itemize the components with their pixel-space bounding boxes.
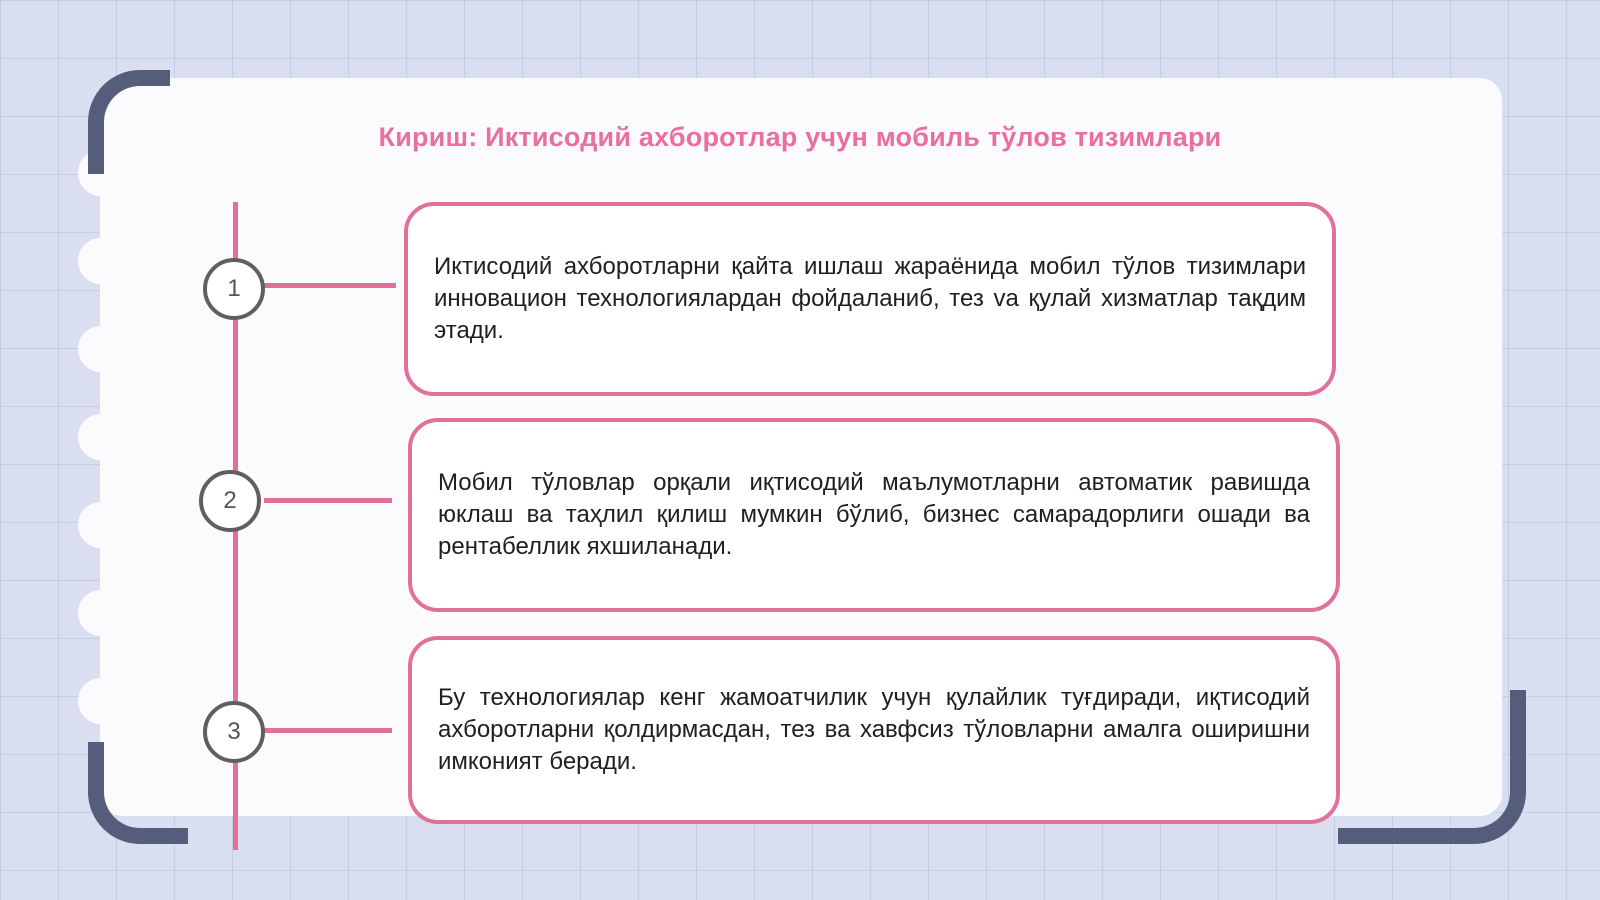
step-1-connector xyxy=(264,283,396,288)
card-scallop xyxy=(78,238,124,284)
step-2-text: Мобил тўловлар орқали иқтисодий маълумотларни автоматик равишда юклаш ва таҳлил қилиш мумкин бўлиб, бизнес самарадорлиги ошади ва рентабеллик яхшиланади. xyxy=(438,469,1310,560)
card-scallop xyxy=(78,678,124,724)
corner-bracket-bottom-left xyxy=(88,742,188,844)
step-3-number: 3 xyxy=(203,701,265,763)
slide-title: Кириш: Иктисодий ахборотлар учун мобиль тўлов тизимлари xyxy=(378,122,1222,152)
card-scallop xyxy=(78,326,124,372)
step-2-connector xyxy=(264,498,392,503)
card-scallop xyxy=(78,414,124,460)
step-1-number: 1 xyxy=(203,258,265,320)
step-1-box xyxy=(404,202,1336,396)
step-2-number: 2 xyxy=(199,470,261,532)
card-scallop xyxy=(78,590,124,636)
step-2-box xyxy=(408,418,1340,612)
step-3-box xyxy=(408,636,1340,824)
step-3-connector xyxy=(264,728,392,733)
step-3-text: Бу технологиялар кенг жамоатчилик учун қулайлик туғдиради, иқтисодий ахборотларни қолдирмасдан, тез ва хавфсиз тўловларни амалга оширишни имконият беради. xyxy=(438,684,1310,775)
step-1-text: Иктисодий ахборотларни қайта ишлаш жараёнида мобил тўлов тизимлари инновацион технологиялардан фойдаланиб, тез va қулай хизматлар тақдим этади. xyxy=(434,253,1306,344)
card-scallop xyxy=(78,502,124,548)
corner-bracket-bottom-right xyxy=(1338,690,1526,844)
